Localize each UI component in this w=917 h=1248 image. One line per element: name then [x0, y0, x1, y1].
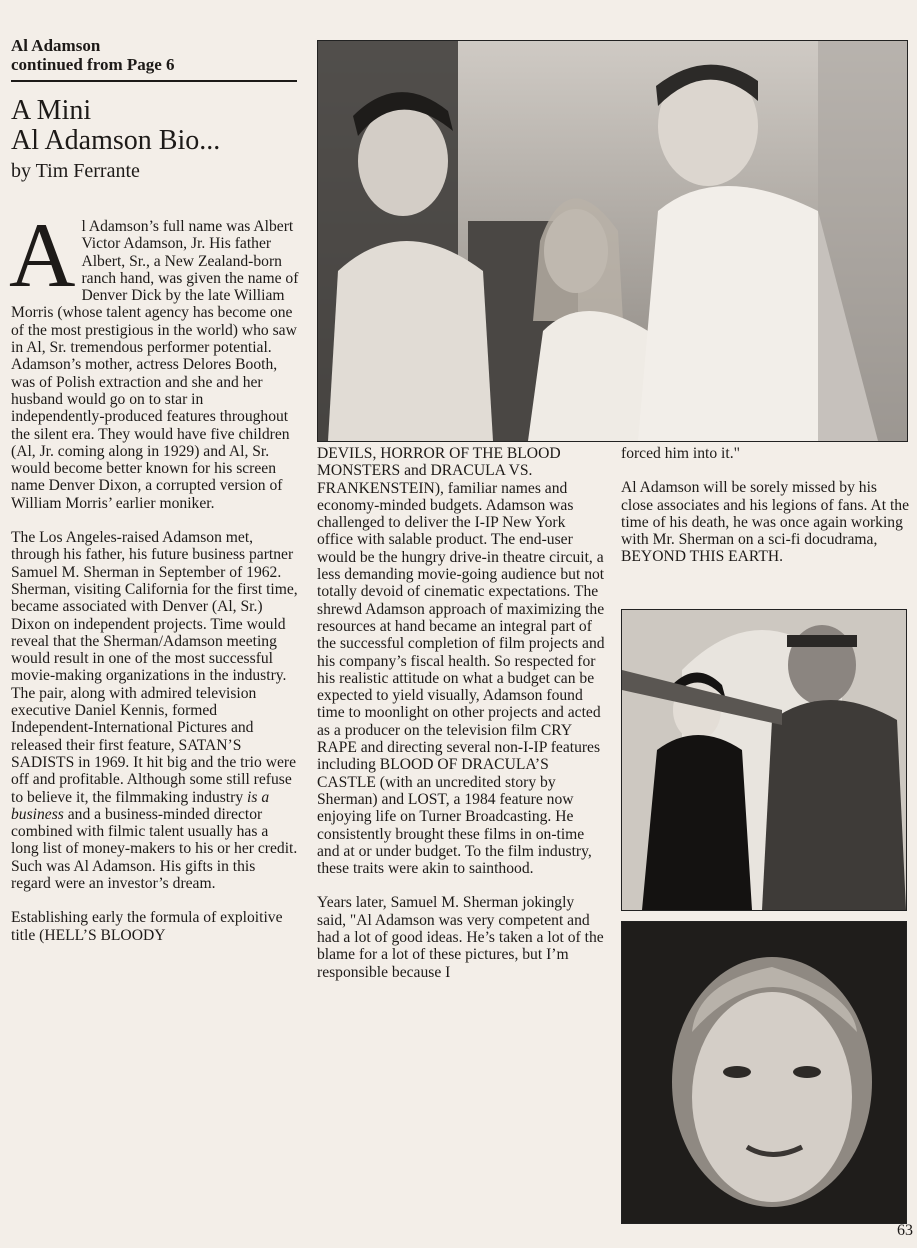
- continued-kicker: [11, 36, 297, 82]
- byline: by Tim Ferrante: [11, 160, 140, 182]
- column1-paragraph-2: The Los Angeles-raised Adamson met, through his father, his future business partner Samuel M. Sherman in September of 1962. Sherman, visiting California for the first time, became associated with Denver (Al, Sr.) Dixon on independent projects. Time would reveal that the Sherman/Adamson meeting would result in one of the most successful movie-making organizations in the industry. The pair, along with admired television executive Daniel Kennis, formed Independent-International Pictures and released their first feature, SATAN’S SADISTS in 1969. It hit big and the trio were off and profitable. Although some still refuse to believe it, the filmmaking industry is a business and a business-minded director combined with filmic talent usually has a long list of money-makers to his or her credit. Such was Al Adamson. His gifts in this regard were an investor’s dream.: [11, 529, 298, 892]
- article-column-2: [317, 445, 605, 998]
- article-column-1: [9, 204, 299, 961]
- emphasis-text: is a business: [11, 788, 270, 823]
- kicker-line-1: Al Adamson: [11, 36, 101, 55]
- article-column-3: [621, 445, 909, 583]
- column3-paragraph-2: Al Adamson will be sorely missed by his close associates and his legions of fans. At the time of his death, he was once again working with Mr. Sherman on a sci-fi docudrama, BEYOND THIS EARTH.: [621, 479, 909, 566]
- drop-cap: A: [9, 204, 76, 306]
- column1-paragraph-1: Al Adamson’s full name was Albert Victor Adamson, Jr. His father Albert, Sr., a New Zealand-born ranch hand, was given the name of Denver Dick by the late William Morris (whose talent agency has become one of the most prestigious in the world) who saw in Al, Sr. tremendous performer potential. Adamson’s mother, actress Delores Booth, was of Polish extraction and she and her husband would go on to star in independently-produced features throughout the silent era. They would have five children (Al, Jr. coming along in 1929) and Al, Sr. would become better known for his screen name Denver Dixon, a corrupted version of William Morris’ earlier moniker.: [9, 204, 299, 512]
- monster-photo: [621, 609, 907, 911]
- article-title: [11, 96, 301, 156]
- title-line-1: A Mini: [11, 95, 92, 126]
- column2-paragraph-1: DEVILS, HORROR OF THE BLOOD MONSTERS and DRACULA VS. FRANKENSTEIN), familiar names and economy-minded budgets. Adamson was challenged to deliver the I-IP New York office with salable product. The end-user would be the hungry drive-in theatre circuit, a less demanding movie-going audience but not totally devoid of cinematic expectations. The shrewd Adamson approach of maximizing the resources at hand became an integral part of the successful completion of film projects and his company’s fiscal health. So respected for his realistic attitude on what a budget can be expected to yield visually, Adamson found time to moonlight on other projects and acted as a producer on the television film CRY RAPE and directing several non-I-IP features including BLOOD OF DRACULA’S CASTLE (with an uncredited story by Sherman) and LOST, a 1984 feature now enjoying life on Turner Broadcasting. He consistently brought these films in on-time and at or under budget. To the film industry, these traits were akin to sainthood.: [317, 445, 605, 878]
- column2-paragraph-2: Years later, Samuel M. Sherman jokingly said, "Al Adamson was very competent and had a lot of good ideas. He’s taken a lot of the blame for a lot of these pictures, but I’m responsible because I: [317, 894, 604, 981]
- kicker-line-2: continued from Page 6: [11, 55, 175, 74]
- column3-paragraph-1: forced him into it.": [621, 445, 740, 462]
- page-number: 63: [897, 1222, 913, 1239]
- column1-paragraph-3: Establishing early the formula of exploitive title (HELL’S BLOODY: [11, 909, 283, 944]
- title-line-2: Al Adamson Bio...: [11, 125, 221, 156]
- portrait-photo: [621, 921, 907, 1224]
- group-photo: [317, 40, 908, 442]
